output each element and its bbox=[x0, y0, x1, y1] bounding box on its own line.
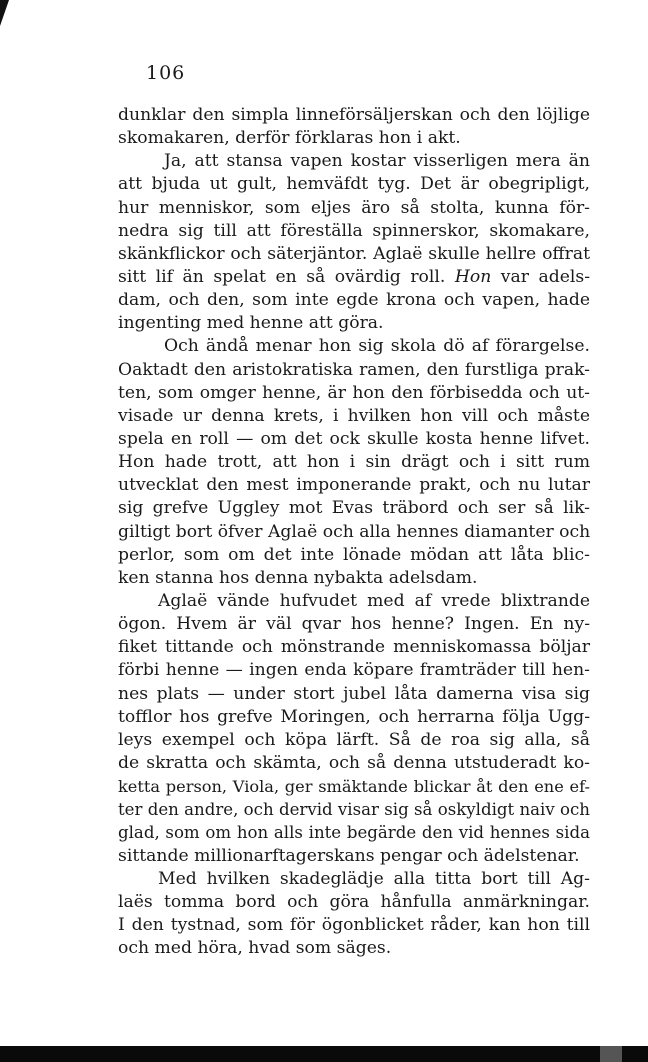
scan-corner-mark bbox=[0, 0, 9, 26]
text-line: Hon hade trott, att hon i sin drägt och i sitt rum bbox=[118, 452, 590, 473]
text-line: ken stanna hos denna nybakta adelsdam. bbox=[118, 567, 478, 588]
text-line: laës tomma bord och göra hånfulla anmärkningar. bbox=[118, 891, 590, 912]
text-line: att bjuda ut gult, hemväfdt tyg. Det är obegripligt, bbox=[118, 174, 590, 195]
paragraph bbox=[118, 335, 590, 590]
text-line: ingenting med henne att göra. bbox=[118, 313, 384, 334]
text-line: nes plats — under stort jubel låta damerna visa sig bbox=[118, 683, 590, 704]
text-line: giltigt bort öfver Aglaë och alla hennes diamanter och bbox=[118, 521, 591, 542]
text-line: de skratta och skämta, och så denna utstuderadt ko- bbox=[118, 752, 590, 773]
text-line: dunklar den simpla linneförsäljerskan och den löjlige bbox=[118, 105, 590, 125]
text-line: ögon. Hvem är väl qvar hos henne? Ingen. En ny- bbox=[118, 614, 590, 635]
text-line: perlor, som om det inte lönade mödan att låta blic- bbox=[118, 544, 590, 565]
text-line: glad, som om hon alls inte begärde den vid hennes sida bbox=[118, 823, 590, 843]
text-line: sittande millionarftagerskans pengar och ädelstenar. bbox=[118, 845, 580, 866]
text-line: ten, som omger henne, är hon den förbisedda och ut- bbox=[118, 382, 590, 403]
text-line: Med hvilken skadeglädje alla titta bort till Ag- bbox=[158, 868, 590, 889]
text-line: hur menniskor, som eljes äro så stolta, kunna för- bbox=[118, 197, 590, 218]
paragraph bbox=[118, 150, 590, 335]
text-line: Ja, att stansa vapen kostar visserligen mera än bbox=[164, 151, 590, 172]
text-line: och med höra, hvad som säges. bbox=[118, 938, 392, 959]
page-number: 106 bbox=[146, 62, 186, 84]
emphasis: Hon bbox=[454, 266, 492, 287]
paragraph bbox=[118, 104, 590, 150]
text-line: Och ändå menar hon sig skola dö af förargelse. bbox=[164, 336, 590, 357]
text-line: I den tystnad, som för ögonblicket råder, kan hon till bbox=[118, 914, 590, 935]
text-line: Oaktadt den aristokratiska ramen, den furstliga prak- bbox=[118, 359, 590, 380]
text-line: utvecklat den mest imponerande prakt, och nu lutar bbox=[118, 475, 590, 496]
text-line: ter den andre, och dervid visar sig så oskyldigt naiv och bbox=[118, 800, 590, 820]
paragraph bbox=[118, 868, 590, 961]
text-line: sitt lif än spelat en så ovärdig roll. Hon var adels- bbox=[118, 266, 590, 287]
text-line: fiket tittande och mönstrande menniskomassa böljar bbox=[118, 637, 590, 658]
text-line: sig grefve Uggley mot Evas träbord och ser så lik- bbox=[118, 498, 590, 519]
scan-bottom-edge bbox=[0, 1046, 648, 1062]
text-line: ketta person, Viola, ger smäktande blickar åt den ene ef- bbox=[118, 777, 590, 797]
text-line: visade ur denna krets, i hvilken hon vill och måste bbox=[118, 405, 590, 426]
text-line: dam, och den, som inte egde krona och vapen, hade bbox=[118, 290, 590, 311]
text-line: skänkflickor och säterjäntor. Aglaë skulle hellre offrat bbox=[118, 243, 590, 264]
paragraph bbox=[118, 590, 590, 868]
text-line: förbi henne — ingen enda köpare framträder till hen- bbox=[118, 660, 590, 681]
text-line: leys exempel och köpa lärft. Så de roa sig alla, så bbox=[118, 729, 590, 750]
text-line: nedra sig till att föreställa spinnerskor, skomakare, bbox=[118, 220, 590, 241]
text-line: spela en roll — om det ock skulle kosta henne lifvet. bbox=[118, 428, 590, 449]
body-text bbox=[118, 104, 590, 960]
text-line: Aglaë vände hufvudet med af vrede blixtrande bbox=[158, 590, 590, 611]
text-line: tofflor hos grefve Moringen, och herrarna följa Ugg- bbox=[118, 706, 590, 727]
text-line: skomakaren, derför förklaras hon i akt. bbox=[118, 128, 461, 149]
scan-edge-gap bbox=[600, 1046, 622, 1062]
